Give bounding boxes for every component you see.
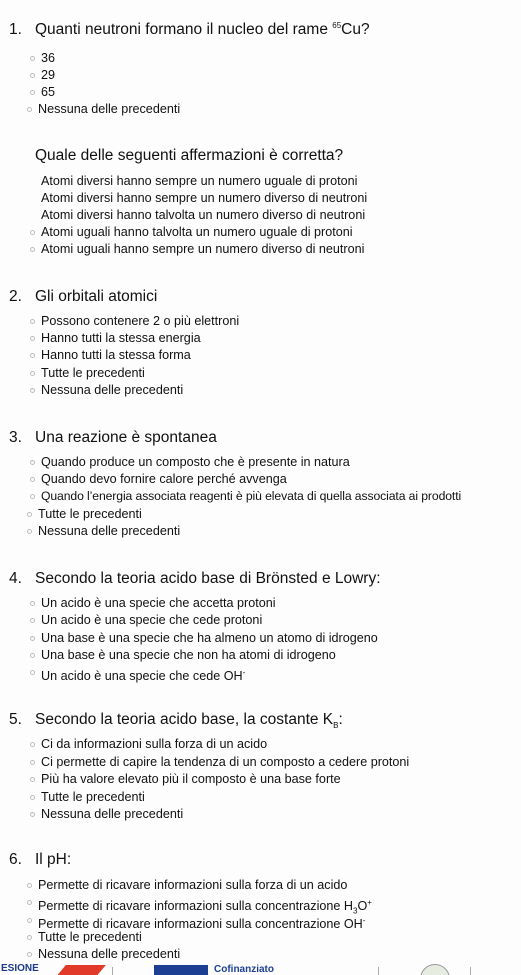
option[interactable]: Tutte le precedenti: [41, 366, 145, 381]
option[interactable]: Nessuna delle precedenti: [41, 807, 183, 822]
option[interactable]: Hanno tutti la stessa forma: [41, 348, 191, 363]
radio-icon: [30, 353, 35, 358]
option[interactable]: Ci permette di capire la tendenza di un composto a cedere protoni: [41, 755, 409, 770]
option[interactable]: Nessuna delle precedenti: [38, 102, 180, 117]
radio-icon: [30, 618, 35, 623]
radio-icon: [30, 460, 35, 465]
radio-icon: [30, 56, 35, 61]
option[interactable]: Tutte le precedenti: [38, 507, 142, 522]
radio-icon: [30, 795, 35, 800]
radio-icon: [27, 883, 32, 888]
option[interactable]: Possono contenere 2 o più elettroni: [41, 314, 239, 329]
radio-icon: [30, 777, 35, 782]
red-logo-shape: [54, 965, 106, 975]
footer-left-text: ESIONE: [1, 963, 39, 974]
radio-icon: [30, 670, 35, 675]
divider: [378, 967, 379, 975]
footer-logos: [0, 963, 521, 975]
option[interactable]: Quando l’energia associata reagenti è più elevata di quella associata ai prodotti: [41, 489, 461, 504]
option[interactable]: Hanno tutti la stessa energia: [41, 331, 201, 346]
radio-icon: [30, 73, 35, 78]
radio-icon: [30, 319, 35, 324]
radio-icon: [30, 247, 35, 252]
radio-icon: [30, 477, 35, 482]
radio-icon: [27, 900, 32, 905]
option[interactable]: Più ha valore elevato più il composto è una base forte: [41, 772, 341, 787]
option[interactable]: Un acido è una specie che cede OH-: [41, 665, 245, 684]
cofinanziato-text: Cofinanziato: [214, 964, 274, 975]
option[interactable]: Atomi diversi hanno sempre un numero uguale di protoni: [41, 174, 358, 188]
radio-icon: [27, 107, 32, 112]
radio-icon: [27, 512, 32, 517]
option[interactable]: Nessuna delle precedenti: [38, 947, 180, 962]
radio-icon: [30, 742, 35, 747]
radio-icon: [30, 760, 35, 765]
option[interactable]: Nessuna delle precedenti: [38, 524, 180, 539]
radio-icon: [30, 636, 35, 641]
radio-icon: [30, 812, 35, 817]
option[interactable]: 65: [41, 85, 55, 100]
option[interactable]: Nessuna delle precedenti: [41, 383, 183, 398]
radio-icon: [30, 230, 35, 235]
option[interactable]: Atomi uguali hanno talvolta un numero uguale di protoni: [41, 225, 353, 240]
radio-icon: [30, 371, 35, 376]
option[interactable]: Una base è una specie che ha almeno un atomo di idrogeno: [41, 631, 378, 646]
option[interactable]: Atomi diversi hanno talvolta un numero diverso di neutroni: [41, 208, 366, 222]
radio-icon: [30, 90, 35, 95]
radio-icon: [30, 494, 35, 499]
option[interactable]: Atomi diversi hanno sempre un numero diverso di neutroni: [41, 191, 368, 205]
radio-icon: [30, 601, 35, 606]
seal-icon: [420, 964, 450, 975]
radio-icon: [27, 952, 32, 957]
radio-icon: [30, 336, 35, 341]
option[interactable]: Un acido è una specie che cede protoni: [41, 613, 262, 628]
radio-icon: [30, 653, 35, 658]
option[interactable]: Atomi uguali hanno sempre un numero diverso di neutroni: [41, 242, 364, 257]
option[interactable]: Permette di ricavare informazioni sulla concentrazione $H_3O^+$: [38, 895, 372, 919]
option[interactable]: Permette di ricavare informazioni sulla concentrazione OH-: [38, 913, 365, 932]
option[interactable]: Tutte le precedenti: [38, 930, 142, 945]
option[interactable]: Permette di ricavare informazioni sulla forza di un acido: [38, 878, 347, 893]
option[interactable]: Un acido è una specie che accetta protoni: [41, 596, 276, 611]
eu-flag-icon: [154, 965, 208, 975]
option[interactable]: Quando devo fornire calore perché avvenga: [41, 472, 287, 487]
divider: [112, 967, 113, 975]
option[interactable]: 29: [41, 68, 55, 83]
question-number: 1.: [9, 21, 22, 38]
option[interactable]: Una base è una specie che non ha atomi di idrogeno: [41, 648, 336, 663]
radio-icon: [27, 918, 32, 923]
radio-icon: [27, 529, 32, 534]
divider: [470, 967, 471, 975]
option[interactable]: 36: [41, 51, 55, 66]
radio-icon: [30, 388, 35, 393]
option[interactable]: Quando produce un composto che è presente in natura: [41, 455, 350, 470]
radio-icon: [27, 935, 32, 940]
option[interactable]: Ci da informazioni sulla forza di un acido: [41, 737, 267, 752]
option[interactable]: Tutte le precedenti: [41, 790, 145, 805]
